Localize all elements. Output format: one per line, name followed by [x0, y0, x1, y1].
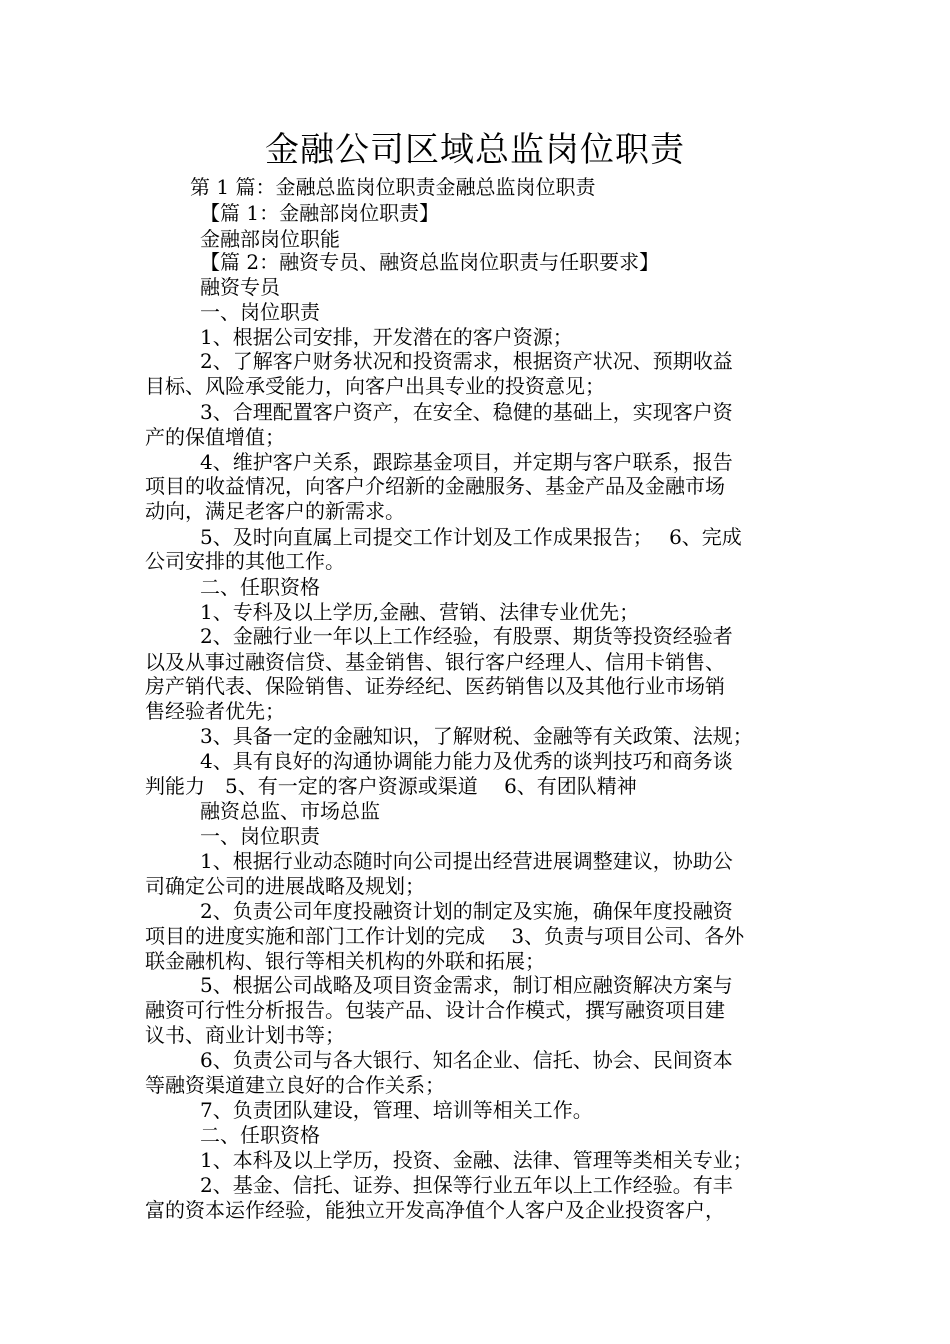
text-line: 7、负责团队建设，管理、培训等相关工作。 [200, 1098, 593, 1122]
text-line: 项目的进度实施和部门工作计划的完成 3、负责与项目公司、各外 [145, 924, 745, 948]
text-line: 1、本科及以上学历，投资、金融、法律、管理等类相关专业； [200, 1148, 753, 1172]
text-line: 4、具有良好的沟通协调能力能力及优秀的谈判技巧和商务谈 [200, 749, 733, 773]
text-line: 房产销代表、保险销售、证券经纪、医药销售以及其他行业市场销 [145, 674, 725, 698]
text-line: 3、具备一定的金融知识，了解财税、金融等有关政策、法规； [200, 724, 753, 748]
text-line: 1、专科及以上学历,金融、营销、法律专业优先； [200, 600, 640, 624]
text-line: 项目的收益情况，向客户介绍新的金融服务、基金产品及金融市场 [145, 474, 725, 498]
text-line: 5、根据公司战略及项目资金需求，制订相应融资解决方案与 [200, 973, 733, 997]
text-line: 6、负责公司与各大银行、知名企业、信托、协会、民间资本 [200, 1048, 733, 1072]
text-line: 动向，满足老客户的新需求。 [145, 499, 405, 523]
section-heading: 【篇 1：金融部岗位职责】 [200, 201, 440, 225]
text-line: 1、根据行业动态随时向公司提出经营进展调整建议，协助公 [200, 849, 733, 873]
text-line: 2、金融行业一年以上工作经验，有股票、期货等投资经验者 [200, 624, 733, 648]
text-line: 一、岗位职责 [200, 824, 320, 848]
text-line: 3、合理配置客户资产，在安全、稳健的基础上，实现客户资 [200, 400, 733, 424]
text-line: 融资专员 [200, 275, 280, 299]
text-line: 公司安排的其他工作。 [145, 549, 345, 573]
text-line: 融资总监、市场总监 [200, 799, 380, 823]
text-line: 议书、商业计划书等； [145, 1023, 345, 1047]
text-line: 富的资本运作经验，能独立开发高净值个人客户及企业投资客户， [145, 1198, 725, 1222]
text-line: 融资可行性分析报告。包装产品、设计合作模式，撰写融资项目建 [145, 998, 725, 1022]
text-line: 联金融机构、银行等相关机构的外联和拓展； [145, 949, 545, 973]
text-line: 目标、风险承受能力，向客户出具专业的投资意见； [145, 374, 605, 398]
text-line: 二、任职资格 [200, 575, 320, 599]
text-line: 金融部岗位职能 [200, 227, 340, 251]
text-line: 二、任职资格 [200, 1123, 320, 1147]
document-title: 金融公司区域总监岗位职责 [265, 130, 685, 170]
text-line: 等融资渠道建立良好的合作关系； [145, 1073, 445, 1097]
text-line: 售经验者优先； [145, 699, 285, 723]
chapter-heading: 第 1 篇：金融总监岗位职责金融总监岗位职责 [190, 175, 596, 199]
text-line: 一、岗位职责 [200, 300, 320, 324]
text-line: 2、负责公司年度投融资计划的制定及实施，确保年度投融资 [200, 899, 733, 923]
text-line: 1、根据公司安排，开发潜在的客户资源； [200, 325, 573, 349]
text-line: 产的保值增值； [145, 425, 285, 449]
text-line: 5、及时向直属上司提交工作计划及工作成果报告； 6、完成 [200, 525, 742, 549]
text-line: 2、基金、信托、证券、担保等行业五年以上工作经验。有丰 [200, 1173, 733, 1197]
text-line: 以及从事过融资信贷、基金销售、银行客户经理人、信用卡销售、 [145, 650, 725, 674]
text-line: 司确定公司的进展战略及规划； [145, 874, 425, 898]
text-line: 4、维护客户关系，跟踪基金项目，并定期与客户联系，报告 [200, 450, 733, 474]
section-heading: 【篇 2：融资专员、融资总监岗位职责与任职要求】 [200, 250, 660, 274]
text-line: 判能力 5、有一定的客户资源或渠道 6、有团队精神 [145, 774, 637, 798]
text-line: 2、了解客户财务状况和投资需求，根据资产状况、预期收益 [200, 349, 733, 373]
